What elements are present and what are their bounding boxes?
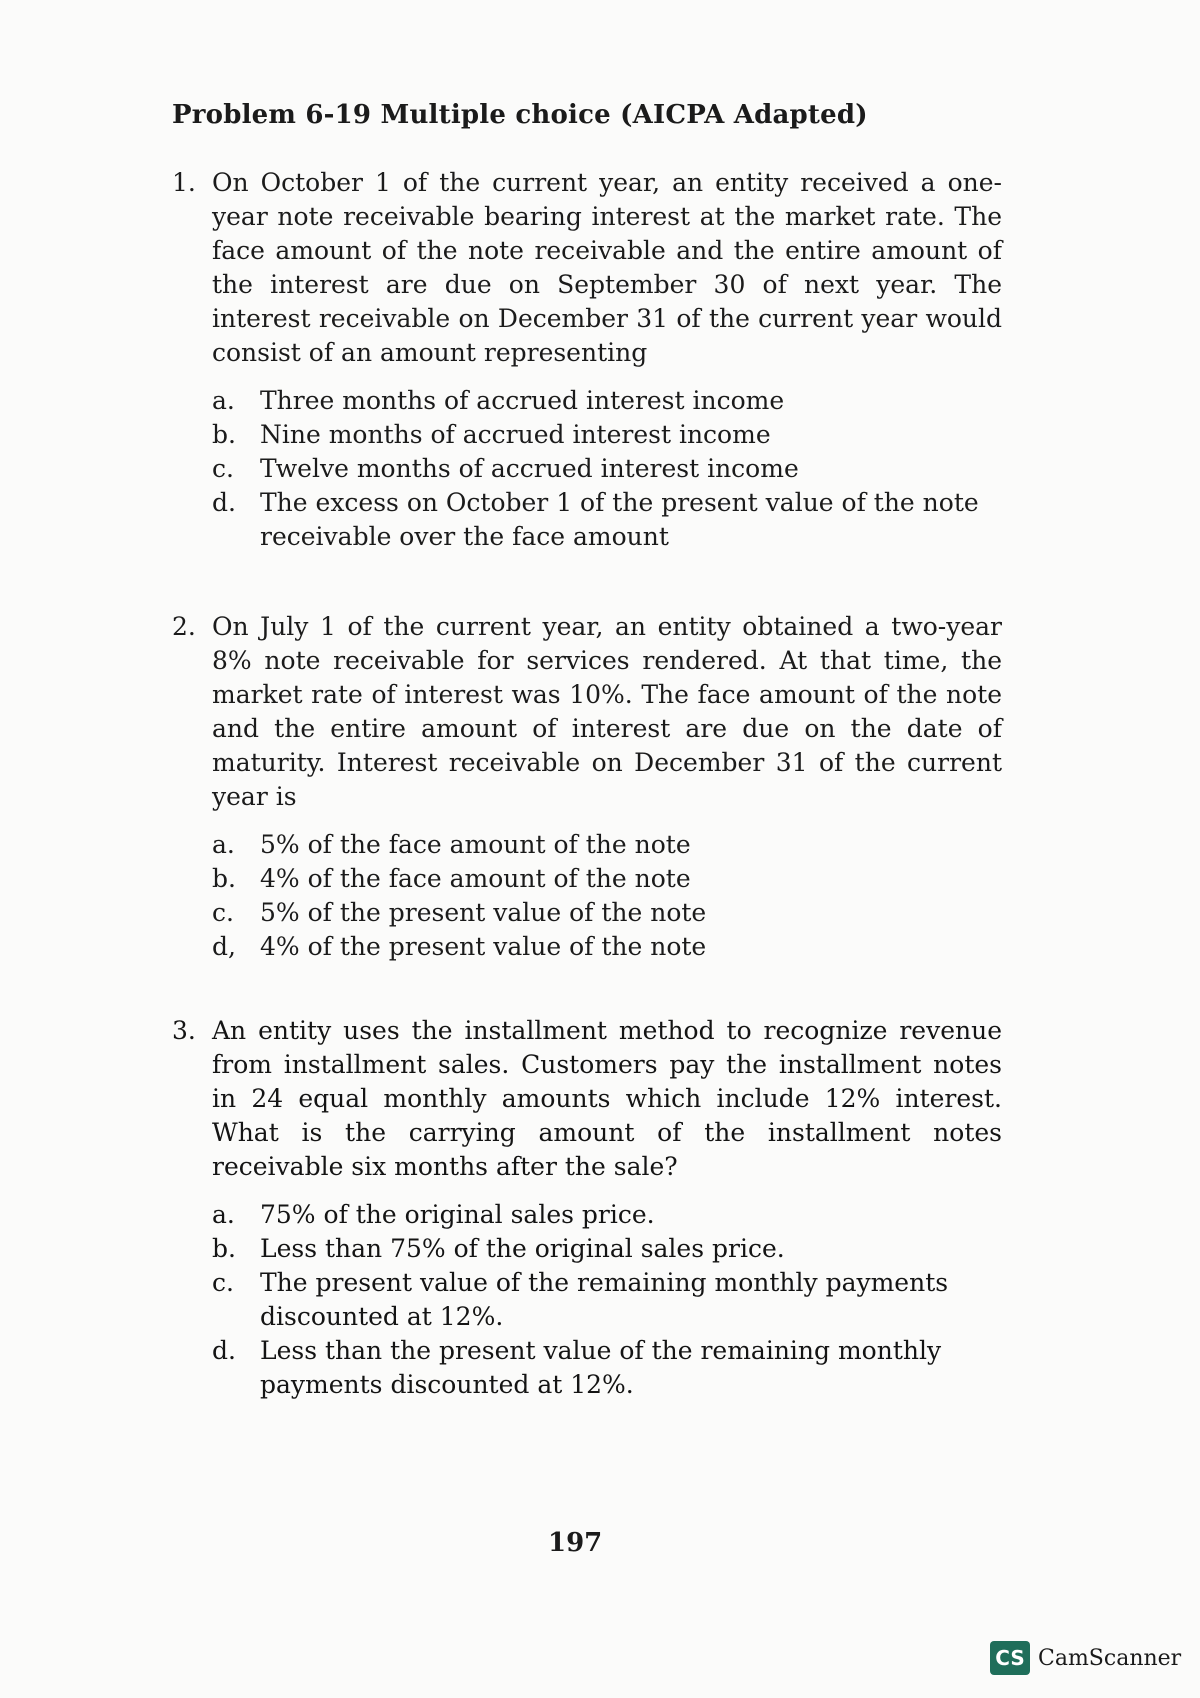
options-list [212, 828, 1002, 964]
option-a [212, 828, 1002, 862]
option-text: Less than 75% of the original sales price. [260, 1234, 785, 1263]
option-text: The present value of the remaining monthly payments discounted at 12%. [260, 1268, 949, 1331]
option-d [212, 1334, 1002, 1402]
option-letter: b. [212, 1234, 236, 1263]
option-letter: c. [212, 454, 234, 483]
option-letter: a. [212, 1200, 235, 1229]
question-number: 2. [172, 612, 196, 641]
option-text: Less than the present value of the remaining monthly payments discounted at 12%. [260, 1336, 942, 1399]
option-b [212, 1232, 1002, 1266]
question-2 [172, 610, 1002, 964]
question-number: 1. [172, 168, 196, 197]
question-text: An entity uses the installment method to recognize revenue from installment sales. Customers pay the installment notes in 24 equal monthly amounts which include 12% interest. What is the carrying amount of the installment notes receivable six months after the sale? [212, 1016, 1002, 1181]
option-d [212, 486, 1002, 554]
option-letter: c. [212, 898, 234, 927]
option-letter: d, [212, 932, 236, 961]
option-text: Nine months of accrued interest income [260, 420, 771, 449]
camscanner-label: CamScanner [1038, 1645, 1182, 1671]
page-title: Problem 6-19 Multiple choice (AICPA Adapted) [172, 100, 868, 130]
option-a [212, 1198, 1002, 1232]
option-text: Twelve months of accrued interest income [260, 454, 799, 483]
option-letter: b. [212, 420, 236, 449]
option-text: 75% of the original sales price. [260, 1200, 655, 1229]
option-text: 5% of the present value of the note [260, 898, 707, 927]
camscanner-logo-icon: CS [990, 1641, 1030, 1675]
option-b [212, 418, 1002, 452]
options-list [212, 1198, 1002, 1402]
options-list [212, 384, 1002, 554]
option-c [212, 1266, 1002, 1334]
option-text: The excess on October 1 of the present value of the note receivable over the face amount [260, 488, 979, 551]
page-number: 197 [548, 1528, 603, 1558]
option-c [212, 452, 1002, 486]
question-number: 3. [172, 1016, 196, 1045]
question-text: On July 1 of the current year, an entity obtained a two-year 8% note receivable for services rendered. At that time, the market rate of interest was 10%. The face amount of the note and the entire amount of interest are due on the date of maturity. Interest receivable on December 31 of the current year is [212, 612, 1002, 811]
option-a [212, 384, 1002, 418]
option-b [212, 862, 1002, 896]
option-d [212, 930, 1002, 964]
option-letter: c. [212, 1268, 234, 1297]
option-letter: d. [212, 488, 236, 517]
option-text: 4% of the face amount of the note [260, 864, 691, 893]
option-text: Three months of accrued interest income [260, 386, 785, 415]
camscanner-watermark [990, 1641, 1181, 1675]
option-letter: a. [212, 386, 235, 415]
option-text: 5% of the face amount of the note [260, 830, 691, 859]
option-letter: b. [212, 864, 236, 893]
question-text: On October 1 of the current year, an entity received a one-year note receivable bearing interest at the market rate. The face amount of the note receivable and the entire amount of the interest are due on September 30 of next year. The interest receivable on December 31 of the current year would consist of an amount representing [212, 168, 1002, 367]
option-letter: d. [212, 1336, 236, 1365]
question-3 [172, 1014, 1002, 1402]
question-1 [172, 166, 1002, 554]
option-text: 4% of the present value of the note [260, 932, 707, 961]
option-c [212, 896, 1002, 930]
option-letter: a. [212, 830, 235, 859]
